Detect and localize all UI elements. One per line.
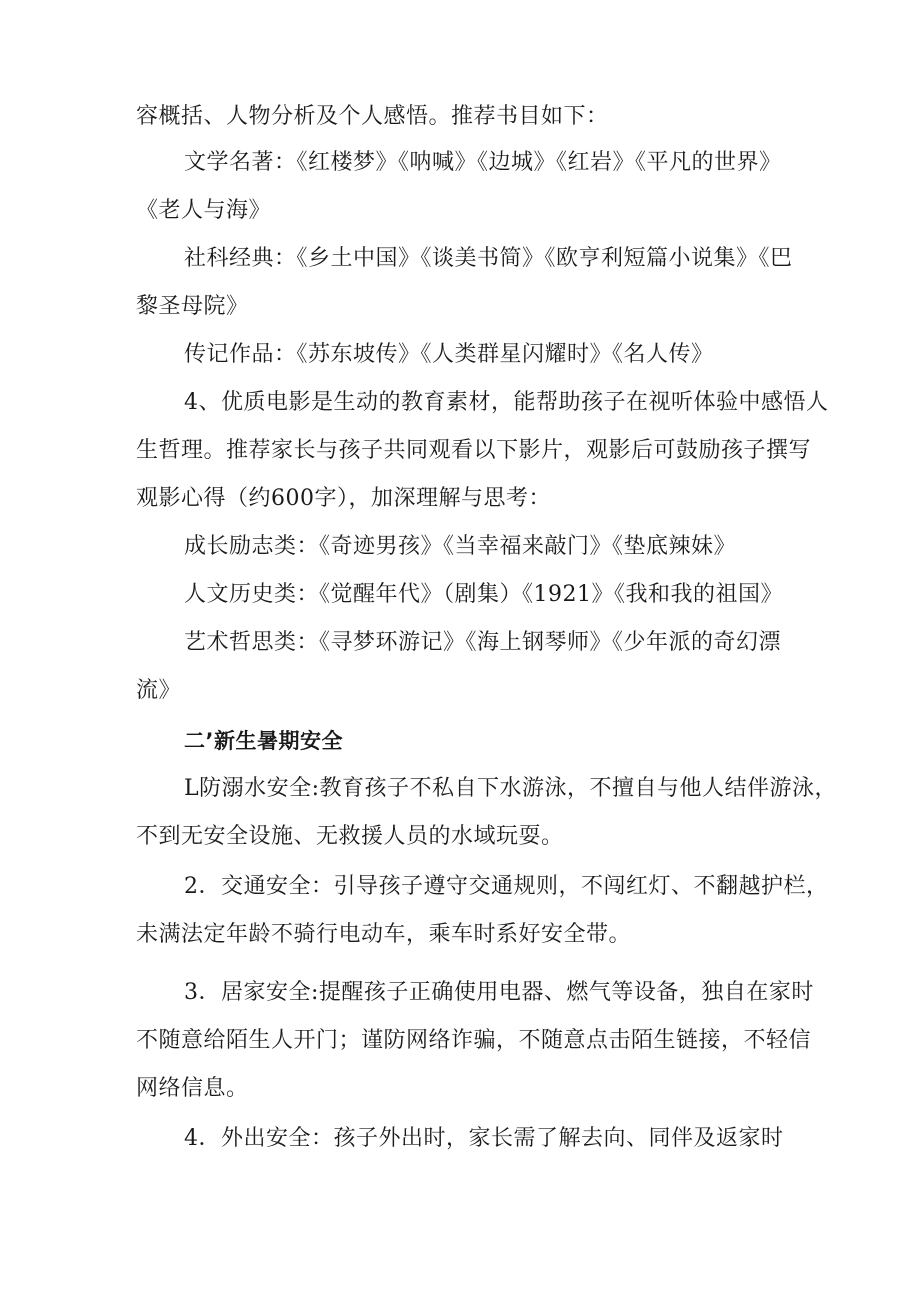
- home-safety-line-3: 网络信息。: [136, 1076, 249, 1101]
- history-movies-line: 人文历史类：《觉醒年代》（剧集）《1921》《我和我的祖国》: [184, 582, 783, 607]
- movie-paragraph-line-2: 生哲理。推荐家长与孩子共同观看以下影片，观影后可鼓励孩子撰写: [136, 438, 812, 463]
- water-safety-line-1: L防溺水安全:教育孩子不私自下水游泳，不擅自与他人结伴游泳，: [184, 776, 838, 801]
- section-heading-safety: 二’新生暑期安全: [184, 729, 343, 753]
- biography-books-line: 传记作品：《苏东坡传》《人类群星闪耀时》《名人传》: [184, 342, 714, 367]
- literature-books-line-cont: 《老人与海》: [136, 198, 272, 223]
- art-movies-line: 艺术哲思类：《寻梦环游记》《海上钢琴师》《少年派的奇幻漂: [184, 630, 782, 655]
- growth-movies-line: 成长励志类：《奇迹男孩》《当幸福来敲门》《垫底辣妹》: [184, 534, 737, 559]
- social-science-books-line: 社科经典：《乡土中国》《谈美书简》《欧亨利短篇小说集》《巴: [184, 246, 793, 271]
- water-safety-line-2: 不到无安全设施、无救援人员的水域玩耍。: [136, 824, 564, 849]
- home-safety-line-2: 不随意给陌生人开门；谨防网络诈骗，不随意点击陌生链接，不轻信: [136, 1028, 812, 1053]
- outing-safety-line-1: 4．外出安全：孩子外出时，家长需了解去向、同伴及返家时: [184, 1126, 784, 1151]
- literature-books-line: 文学名著：《红楼梦》《呐喊》《边城》《红岩》《平凡的世界》: [184, 150, 782, 175]
- movie-paragraph-line-3: 观影心得（约600字），加深理解与思考：: [136, 486, 551, 511]
- paragraph-line-1: 容概括、人物分析及个人感悟。推荐书目如下：: [136, 104, 609, 129]
- home-safety-line-1: 3．居家安全:提醒孩子正确使用电器、燃气等设备，独自在家时: [184, 980, 814, 1005]
- movie-paragraph-line-1: 4、优质电影是生动的教育素材，能帮助孩子在视听体验中感悟人: [184, 390, 829, 415]
- traffic-safety-line-2: 未满法定年龄不骑行电动车，乘车时系好安全带。: [136, 922, 632, 947]
- social-science-books-line-cont: 黎圣母院》: [136, 294, 249, 319]
- art-movies-line-cont: 流》: [136, 678, 182, 703]
- traffic-safety-line-1: 2．交通安全：引导孩子遵守交通规则，不闯红灯、不翻越护栏，: [184, 874, 829, 899]
